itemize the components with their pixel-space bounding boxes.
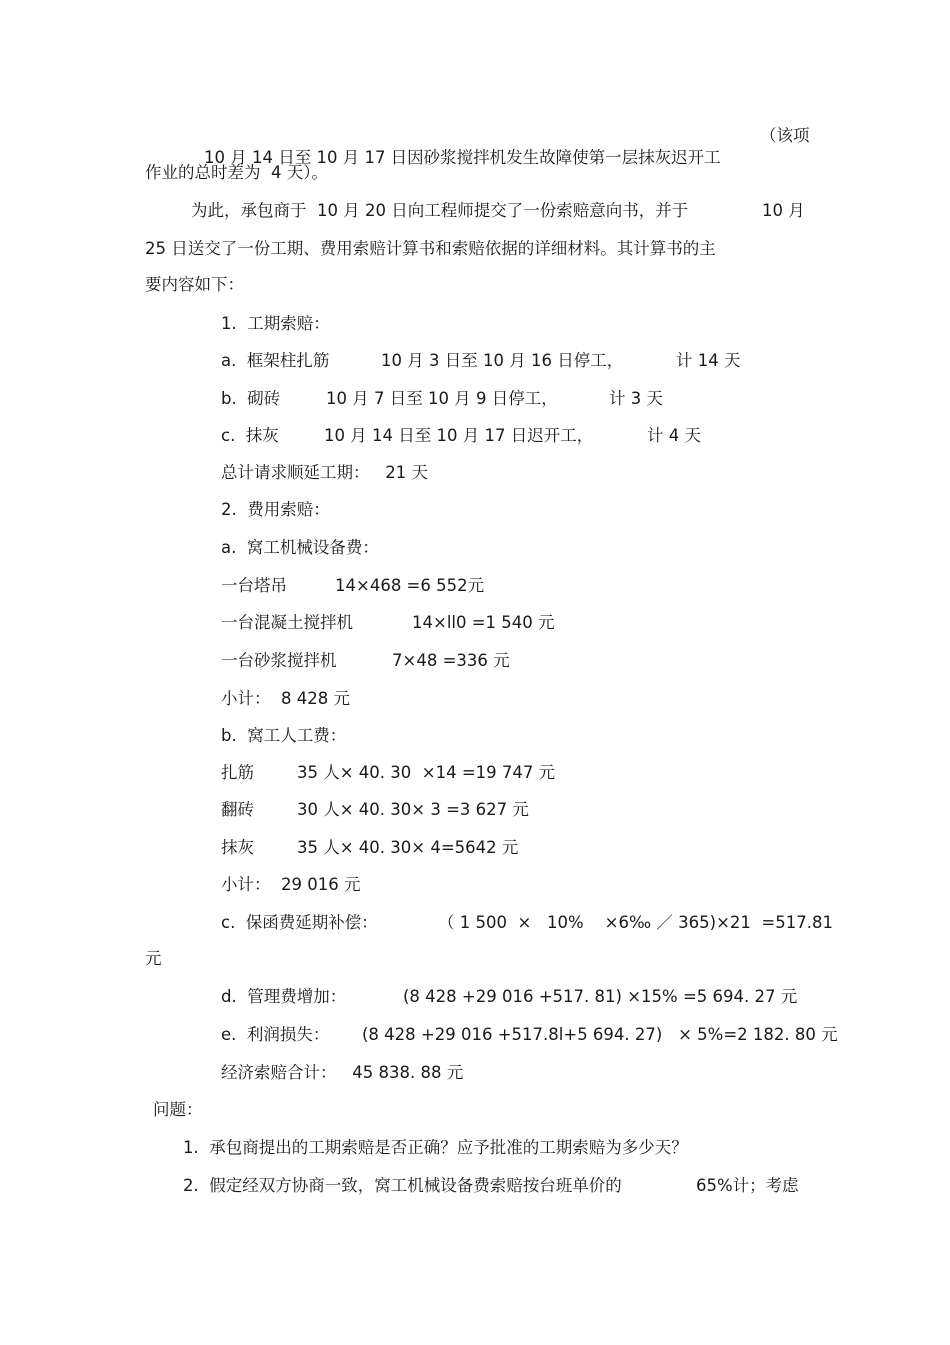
labor-row-name: 翻砖 bbox=[221, 800, 254, 819]
profit-label: e. 利润损失： bbox=[221, 1025, 330, 1044]
schedule-item-c-label: c. 抹灰 bbox=[221, 426, 279, 445]
intro-line-3: 为此，承包商于 10 月 20 日向工程师提交了一份索赔意向书，并于 bbox=[191, 201, 689, 220]
intro-line-3-tail: 10 月 bbox=[762, 201, 805, 220]
profit-calc: (8 428 +29 016 +517.8l+5 694. 27) × 5%=2 182. 80 元 bbox=[362, 1025, 838, 1044]
labor-row-calc: 35 人× 40. 30× 4=5642 元 bbox=[297, 838, 519, 857]
equipment-row-calc: 14×ll0 =1 540 元 bbox=[412, 613, 555, 632]
schedule-item-b-period: 10 月 7 日至 10 月 9 日停工， bbox=[326, 389, 558, 408]
equipment-row-calc: 7×48 =336 元 bbox=[392, 651, 510, 670]
equipment-row-name: 一台塔吊 bbox=[221, 576, 287, 595]
intro-line-1-tail: （该项 bbox=[760, 126, 810, 145]
labor-row-calc: 35 人× 40. 30 ×14 =19 747 元 bbox=[297, 763, 556, 782]
equipment-row-name: 一台砂浆搅拌机 bbox=[221, 651, 337, 670]
guarantee-label: c. 保函费延期补偿： bbox=[221, 913, 378, 932]
question-2: 2. 假定经双方协商一致，窝工机械设备费索赔按台班单价的 bbox=[183, 1176, 622, 1195]
question-1: 1. 承包商提出的工期索赔是否正确？应予批准的工期索赔为多少天？ bbox=[183, 1138, 688, 1157]
schedule-item-c-days: 计 4 天 bbox=[647, 426, 701, 445]
labor-row-name: 抹灰 bbox=[221, 838, 254, 857]
intro-line-4: 25 日送交了一份工期、费用索赔计算书和索赔依据的详细材料。其计算书的主 bbox=[145, 239, 716, 258]
equipment-row-calc: 14×468 =6 552元 bbox=[335, 576, 485, 595]
schedule-item-c-period: 10 月 14 日至 10 月 17 日迟开工， bbox=[324, 426, 594, 445]
labor-row-calc: 30 人× 40. 30× 3 =3 627 元 bbox=[297, 800, 529, 819]
equipment-row-name: 一台混凝土搅拌机 bbox=[221, 613, 353, 632]
guarantee-calc: （ 1 500 × 10% ×6‰ ／ 365)×21 =517.81 bbox=[438, 913, 833, 932]
schedule-item-b-label: b. 砌砖 bbox=[221, 389, 281, 408]
labor-heading: b. 窝工人工费： bbox=[221, 726, 347, 745]
labor-subtotal: 小计： 29 016 元 bbox=[221, 875, 361, 894]
schedule-item-a-period: 10 月 3 日至 10 月 16 日停工， bbox=[381, 351, 624, 370]
intro-line-1-text: 10 月 14 日至 10 月 17 日因砂浆搅拌机发生故障使第一层抹灰迟开工 bbox=[203, 148, 721, 167]
questions-heading: 问题： bbox=[153, 1100, 203, 1119]
management-label: d. 管理费增加： bbox=[221, 987, 347, 1006]
guarantee-unit: 元 bbox=[145, 949, 162, 968]
equipment-subtotal: 小计： 8 428 元 bbox=[221, 689, 350, 708]
intro-line-5: 要内容如下： bbox=[145, 275, 244, 294]
schedule-item-a-label: a. 框架柱扎筋 bbox=[221, 351, 330, 370]
management-calc: (8 428 +29 016 +517. 81) ×15% =5 694. 27 元 bbox=[403, 987, 798, 1006]
schedule-item-b-days: 计 3 天 bbox=[609, 389, 663, 408]
schedule-claim-total: 总计请求顺延工期： 21 天 bbox=[221, 463, 428, 482]
economic-claim-total: 经济索赔合计： 45 838. 88 元 bbox=[221, 1063, 464, 1082]
cost-claim-heading: 2. 费用索赔： bbox=[221, 500, 330, 519]
intro-line-2: 作业的总时差为 4 天）。 bbox=[145, 163, 328, 182]
question-2-tail: 65%计；考虑 bbox=[696, 1176, 799, 1195]
schedule-claim-heading: 1. 工期索赔： bbox=[221, 314, 330, 333]
schedule-item-a-days: 计 14 天 bbox=[676, 351, 741, 370]
equipment-heading: a. 窝工机械设备费： bbox=[221, 538, 379, 557]
labor-row-name: 扎筋 bbox=[221, 763, 254, 782]
